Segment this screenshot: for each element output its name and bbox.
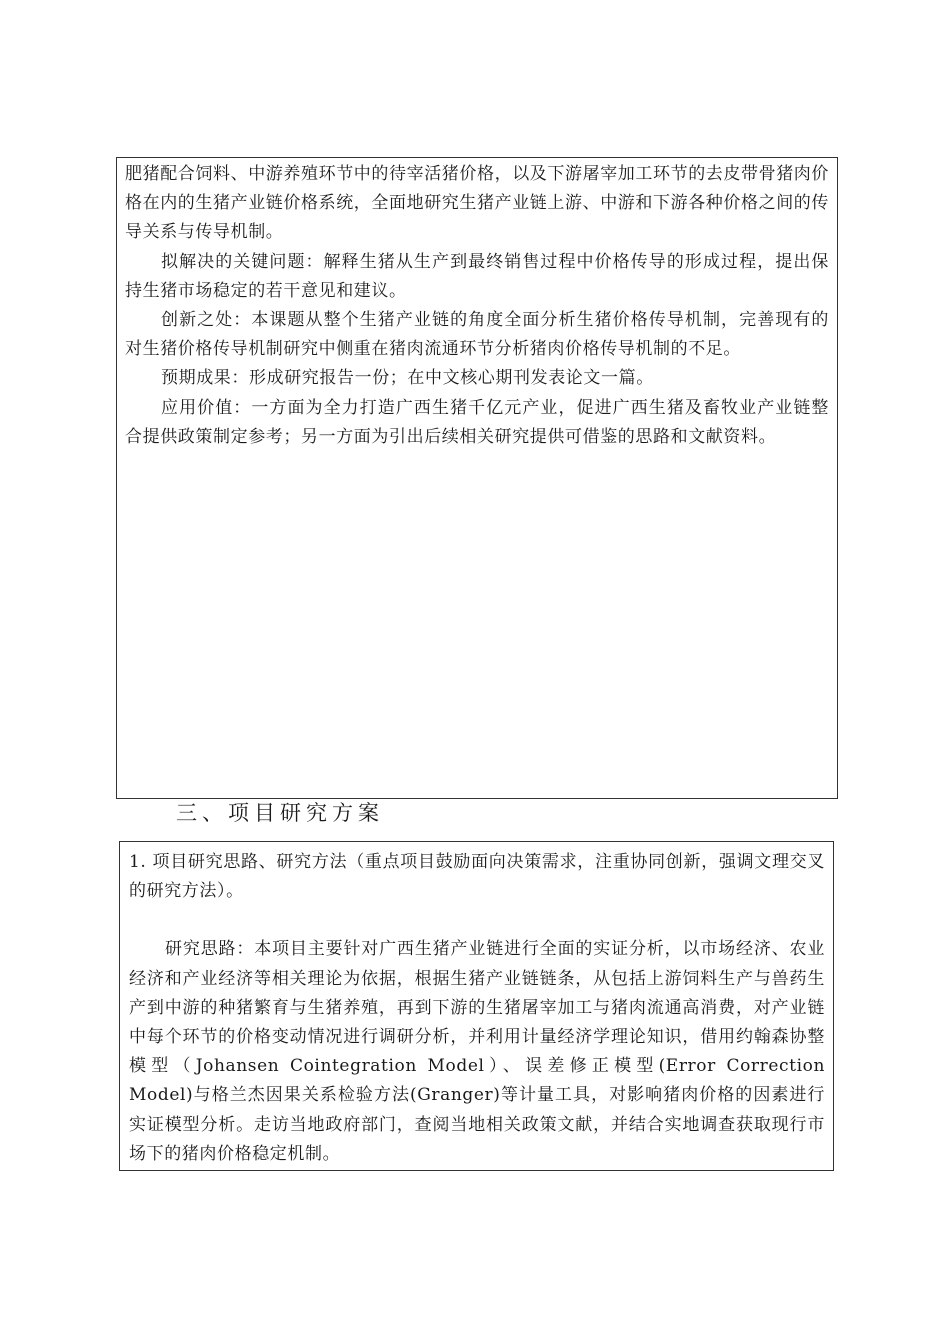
- section-three-heading: 三、项目研究方案: [176, 801, 384, 825]
- paragraph-application-value: 应用价值：一方面为全力打造广西生猪千亿元产业，促进广西生猪及畜牧业产业链整合提供政策制定参考；另一方面为引出后续相关研究提供可借鉴的思路和文献资料。: [125, 397, 829, 447]
- paragraph-price-system: 肥猪配合饲料、中游养殖环节中的待宰活猪价格，以及下游屠宰加工环节的去皮带骨猪肉价格在内的生猪产业链价格系统，全面地研究生猪产业链上游、中游和下游各种价格之间的传导关系与传导机制。: [125, 164, 829, 243]
- paragraph-expected-results: 预期成果：形成研究报告一份；在中文核心期刊发表论文一篇。: [161, 368, 654, 389]
- item-one-title: 1. 项目研究思路、研究方法（重点项目鼓励面向决策需求，注重协同创新，强调文理交叉的研究方法）。: [129, 852, 825, 902]
- paragraph-key-problems: 拟解决的关键问题：解释生猪从生产到最终销售过程中价格传导的形成过程，提出保持生猪市场稳定的若干意见和建议。: [125, 251, 829, 301]
- research-plan-box: [119, 841, 834, 1171]
- paragraph-innovation: 创新之处：本课题从整个生猪产业链的角度全面分析生猪价格传导机制，完善现有的对生猪价格传导机制研究中侧重在猪肉流通环节分析猪肉价格传导机制的不足。: [125, 310, 829, 360]
- paragraph-research-idea: 研究思路：本项目主要针对广西生猪产业链进行全面的实证分析，以市场经济、农业经济和产业经济等相关理论为依据，根据生猪产业链链条，从包括上游饲料生产与兽药生产到中游的种猪繁育与生猪养殖，再到下游的生猪屠宰加工与猪肉流通高消费，对产业链中每个环节的价格变动情况进行调研分析，并利用计量经济学理论知识，借用约翰森协整模型（Johansen Cointegration Model）、误差修正模型(Error Correction Model)与格兰杰因果关系检验方法(Granger)等计量工具，对影响猪肉价格的因素进行实证模型分析。走访当地政府部门，查阅当地相关政策文献，并结合实地调查获取现行市场下的猪肉价格稳定机制。: [129, 939, 825, 1164]
- section-two-content-box: [116, 157, 838, 799]
- blank-line: [129, 906, 825, 935]
